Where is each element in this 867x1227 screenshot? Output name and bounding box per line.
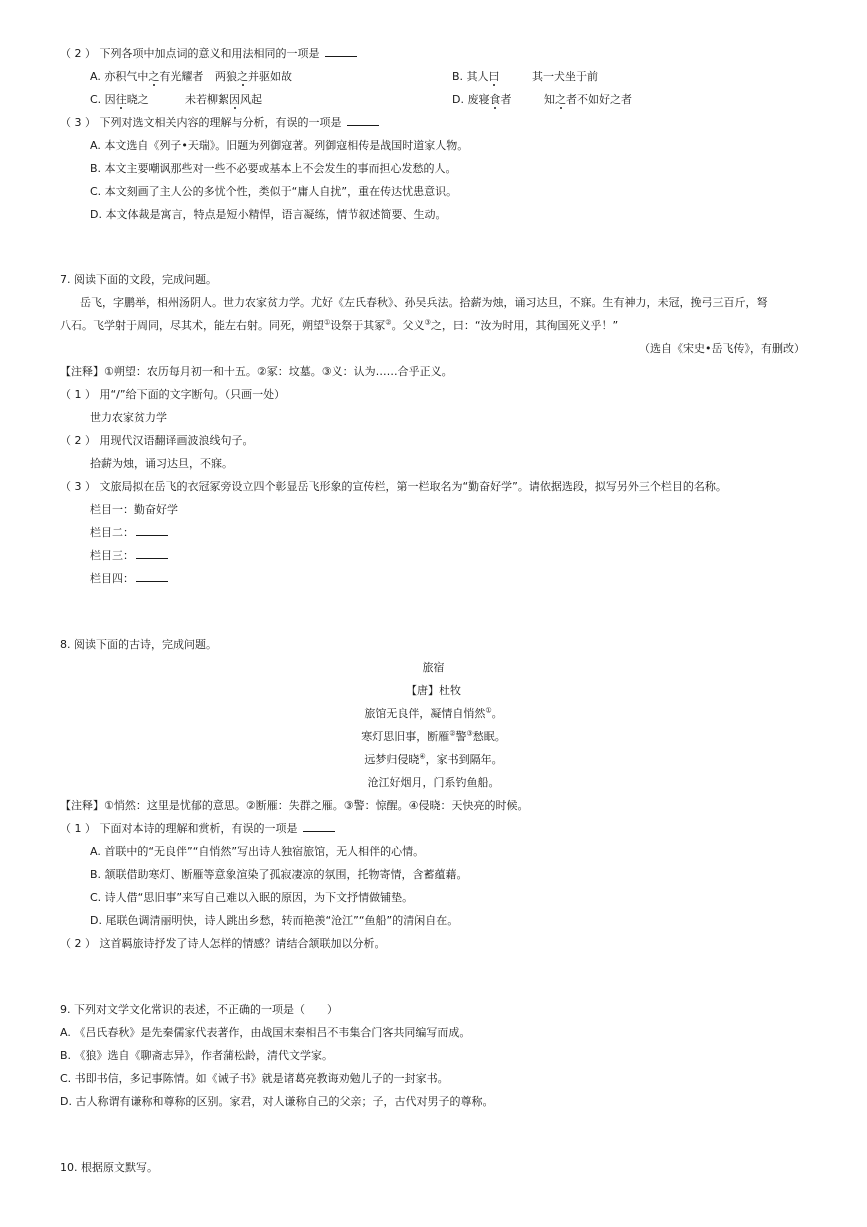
poem-line-3: 远梦归侵晓④，家书到隔年。: [364, 752, 503, 766]
option-d: D. 尾联色调清丽明快，诗人跳出乡愁，转而艳羡“沧江”“鱼船”的清闲自在。: [90, 914, 459, 927]
option-d-second: 知之者不如好之者: [544, 93, 632, 106]
annotation: 【注释】①悄然：这里是忧郁的意思。②断雁：失群之雁。③警：惊醒。④侵晓：天快亮的时候。: [60, 799, 529, 812]
passage-source: （选自《宋史•岳飞传》，有删改）: [639, 342, 805, 355]
option-b: B. 颔联借助寒灯、断雁等意象渲染了孤寂凄凉的氛围，托物寄情，含蓄蕴藉。: [90, 868, 468, 881]
option-a-second: 两狼之并驱如故: [215, 70, 292, 83]
column-4: 栏目四：: [90, 571, 168, 587]
question-8-1: （ 1 ） 下面对本诗的理解和赏析，有误的一项是: [60, 821, 335, 837]
question-7-1-text: 世力农家贫力学: [90, 411, 167, 424]
answer-blank[interactable]: [136, 525, 168, 536]
column-3: 栏目三：: [90, 548, 168, 564]
option-a: A. 本文选自《列子•天瑞》。旧题为列御寇著。列御寇相传是战国时道家人物。: [90, 139, 469, 152]
question-3-stem: （ 3 ） 下列对选文相关内容的理解与分析，有误的一项是: [60, 115, 379, 131]
poem-line-4: 沧江好烟月，门系钓鱼船。: [367, 776, 500, 789]
option-a-first: A. 亦积气中之有光耀者: [90, 70, 204, 83]
question-7-3: （ 3 ） 文旅局拟在岳飞的衣冠冢旁设立四个彰显岳飞形象的宣传栏，第一栏取名为“勤奋好学”。请依据选段，拟写另外三个栏目的名称。: [60, 480, 727, 493]
question-7-title: 7. 阅读下面的文段，完成问题。: [60, 273, 217, 286]
option-c: C. 书即书信，多记事陈情。如《诫子书》就是诸葛亮教诲劝勉儿子的一封家书。: [60, 1072, 449, 1085]
answer-blank[interactable]: [347, 115, 379, 126]
question-10-title: 10. 根据原文默写。: [60, 1161, 158, 1174]
option-b-second: 其一犬坐于前: [532, 70, 598, 83]
option-b: B. 《狼》选自《聊斋志异》，作者蒲松龄，清代文学家。: [60, 1049, 334, 1062]
option-a: A. 《吕氏春秋》是先秦儒家代表著作，由战国末秦相吕不韦集合门客共同编写而成。: [60, 1026, 471, 1039]
passage-line-1: 岳飞，字鹏举，相州汤阴人。世力农家贫力学。尤好《左氏春秋》、孙吴兵法。拾薪为烛，诵习达旦，不寐。生有神力，未冠，挽弓三百斤，弩: [80, 296, 768, 309]
option-b-first: B. 其人曰: [452, 70, 500, 83]
question-8-title: 8. 阅读下面的古诗，完成问题。: [60, 638, 217, 651]
option-c-first: C. 因往晓之: [90, 93, 149, 106]
question-8-2: （ 2 ） 这首羁旅诗抒发了诗人怎样的情感？请结合颔联加以分析。: [60, 937, 386, 950]
option-d: D. 本文体裁是寓言，特点是短小精悍，语言凝练，情节叙述简要、生动。: [90, 208, 447, 221]
question-7-2: （ 2 ） 用现代汉语翻译画波浪线句子。: [60, 434, 254, 447]
option-d-first: D. 废寝食者: [452, 93, 512, 106]
option-b: B. 本文主要嘲讽那些对一些不必要或基本上不会发生的事而担心发愁的人。: [90, 162, 457, 175]
answer-blank[interactable]: [325, 46, 357, 57]
passage-line-2: 八石。飞学射于周同，尽其术，能左右射。同死，朔望①设祭于其冢②。父义③之，曰：“汝为时用，其徇国死义乎！”: [60, 318, 619, 332]
option-c: C. 本文刻画了主人公的多忧个性，类似于“庸人自扰”，重在传达忧患意识。: [90, 185, 458, 198]
poem-line-1: 旅馆无良伴，凝情自悄然①。: [364, 706, 503, 720]
question-7-1: （ 1 ） 用“/”给下面的文字断句。（只画一处）: [60, 388, 286, 401]
poem-author: 【唐】杜牧: [406, 684, 461, 697]
column-2: 栏目二：: [90, 525, 168, 541]
option-c: C. 诗人借“思旧事”来写自己难以入眠的原因，为下文抒情做铺垫。: [90, 891, 414, 904]
poem-title: 旅宿: [422, 661, 445, 674]
question-9-title: 9. 下列对文学文化常识的表述，不正确的一项是（ ）: [60, 1003, 338, 1016]
poem-line-2: 寒灯思旧事，断雁②警③愁眠。: [361, 729, 506, 743]
answer-blank[interactable]: [136, 571, 168, 582]
answer-blank[interactable]: [136, 548, 168, 559]
answer-blank[interactable]: [303, 821, 335, 832]
option-a: A. 首联中的“无良伴”“自悄然”写出诗人独宿旅馆，无人相伴的心情。: [90, 845, 425, 858]
question-2-stem: （ 2 ） 下列各项中加点词的意义和用法相同的一项是: [60, 46, 357, 62]
annotation: 【注释】①朔望：农历每月初一和十五。②冢：坟墓。③义：认为……合乎正义。: [60, 365, 453, 378]
question-7-2-text: 拾薪为烛，诵习达旦，不寐。: [90, 457, 233, 470]
option-c-second: 未若柳絮因风起: [185, 93, 262, 106]
option-d: D. 古人称谓有谦称和尊称的区别。家君，对人谦称自己的父亲；子，古代对男子的尊称。: [60, 1095, 494, 1108]
column-1: 栏目一：勤奋好学: [90, 503, 178, 516]
